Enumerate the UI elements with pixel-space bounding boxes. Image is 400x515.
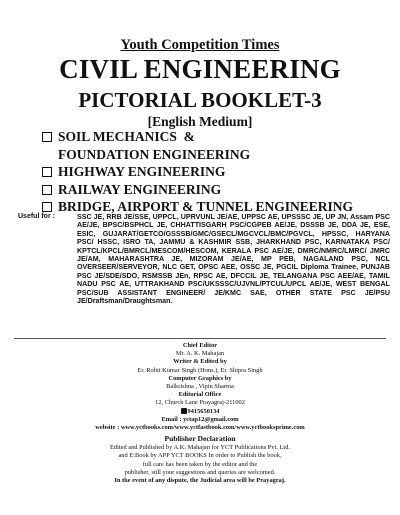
email-line: Email : yctap12@gmail.com [161,415,239,423]
website-line: website : www.yctbooks.com/www.yctfastbook.com/www.yctbooksprime.com [95,424,305,432]
topic-item [40,128,390,146]
declaration-line: In the event of any dispute, the Judicial area will be Prayagraj. [114,477,286,485]
book-title: CIVIL ENGINEERING [59,54,341,84]
office-label: Editorial Office [178,391,222,399]
chief-editor-name: Mr. A. K. Mahajan [175,350,225,358]
topic-label: BRIDGE, AIRPORT & TUNNEL ENGINEERING [58,199,353,214]
useful-for-section [18,213,390,305]
useful-for-label: Useful for : [18,213,55,220]
section-divider [14,338,386,339]
language-medium: [English Medium] [147,114,253,129]
graphics-label: Computer Graphics by [168,374,232,382]
topic-label: SOIL MECHANICS & [58,129,195,144]
phone-icon [181,408,187,414]
checkbox-icon [42,132,52,142]
topic-label: RAILWAY ENGINEERING [58,181,222,197]
declaration-line: Edited and Published by A.K. Mahajan for YCT Publications Pvt. Ltd. [110,444,290,452]
declaration-line: publisher, still your suggestions and queries are welcomed. [124,468,276,476]
topic-item [40,181,390,199]
checkbox-icon [42,167,52,177]
office-address: 12, Church Lane Prayagraj-211002 [155,399,245,407]
credits-block [0,342,400,485]
publisher-brand: Youth Competition Times [120,37,280,53]
declaration-line: full care has been taken by the editor and the [142,460,258,468]
book-subtitle: PICTORIAL BOOKLET-3 [78,88,322,112]
topic-item [40,163,390,181]
writer-label: Writer & Edited by [173,358,227,366]
topic-label: HIGHWAY ENGINEERING [58,164,226,179]
declaration-line: and E:Book by APP YCT BOOKS In order to Publish the book, [118,452,282,460]
topic-item-continuation [40,146,390,164]
checkbox-icon [42,202,52,212]
chief-editor-label: Chief Editor [182,342,218,349]
checkbox-icon [42,185,52,195]
useful-for-exam-list: SSC JE, RRB JE/SSE, UPPCL, UPRVUNL JE/AE, UPPSC AE, UPSSSC JE, UP JN, Assam PSC AE/JE, BPSC/BSPHCL JE, CHHATTISGARH PSC/CGPEB AE/JE, DSSSB JE, DDA JE, ESE, ESIC, GUJARAT/GETCO/GSSSB/GMC/GSECL/MGCVCL/BMC/PGVCL, HPSSC, HARYANA PSC/ HSSC, ISRO TA, JAMMU & KASHMIR SSB, JHARKHAND PSC, KARNATAKA PSC/ KPTCL/KPCL/BMRCL/MESCOM/HESCOM, KERALA PSC AE/JE, DMRC/NMRC/LMRC/ JMRC JE/AM, MAHARASHTRA JE, MIZORAM JE/AE, MP PEB, NAGALAND PSC, NCL OVERSEER/SERVEYOR, NLC GET, OPSC AEE, OSSC JE, PGCIL Diploma Trainee, PUNJAB PSC JE/SDE/SDO, RSMSSB JEn, RPSC AE, DFCCIL JE, TELANGANA PSC AEE/AE, TAMIL NADU PSC AE, UTTRAKHAND PSC/UKSSSC/UJVNL/PTCUL/UPCL AE/JE, WEST BENGAL PSC/SUB ASSISTANT ENGINEER/ JE/KMC SAE, OTHER STATE PSC JE/PSU JE/Draftsman/Draughtsman. [77,213,390,306]
topic-list [40,128,390,216]
phone-line [0,408,400,416]
topic-label: FOUNDATION ENGINEERING [58,146,251,162]
phone-number: 9415650134 [187,407,220,415]
graphics-names: Balkrishna , Vipin Sharma [166,383,234,391]
declaration-heading: Publisher Declaration [164,434,236,444]
writer-names: Er. Rohit Kumar Singh (Hons.), Er. Shipra Singh [137,366,263,374]
